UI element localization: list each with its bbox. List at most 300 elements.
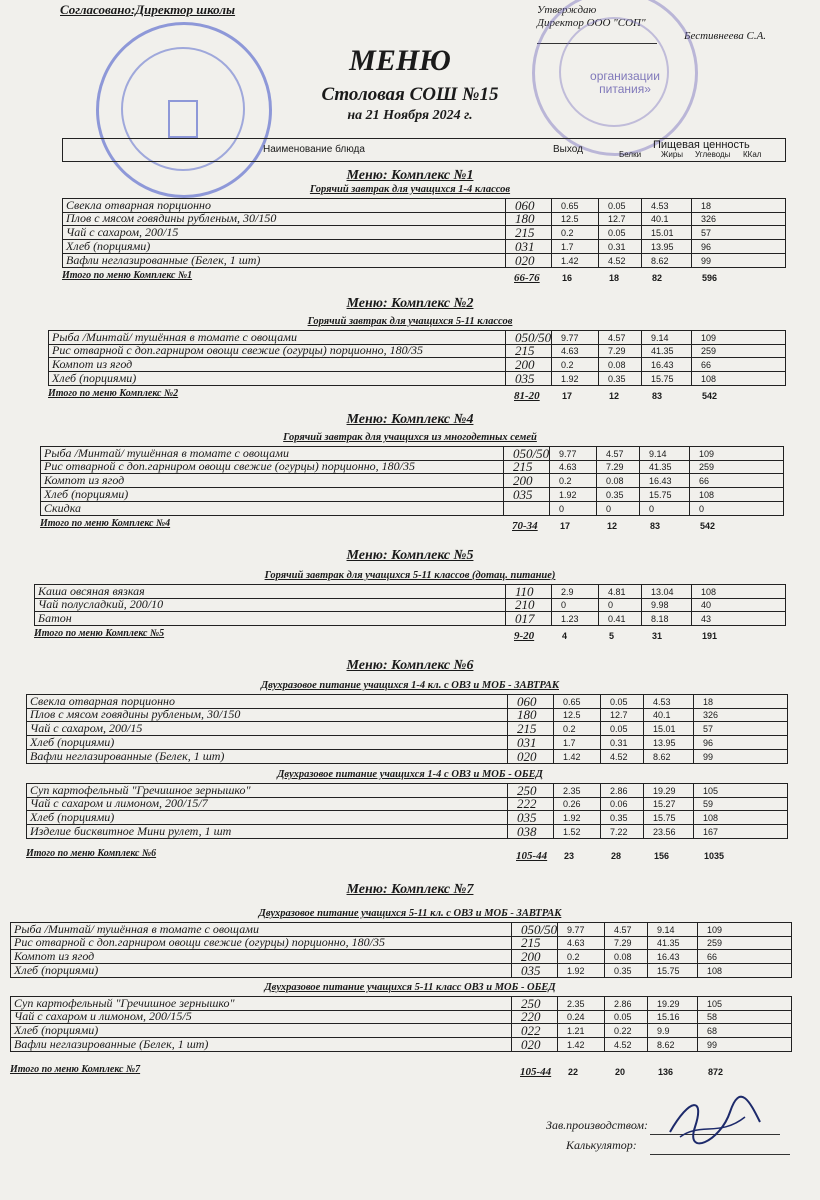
cell-divider (689, 447, 690, 460)
dish-name: Компот из ягод (44, 473, 125, 487)
cell-divider (600, 722, 601, 735)
cell-divider (697, 964, 698, 977)
carbs-value: 15.75 (651, 374, 674, 384)
cell-divider (553, 736, 554, 749)
cell-divider (691, 212, 692, 225)
menu-total-label: Итого по меню Комплекс №7 (10, 1064, 141, 1075)
cell-divider (511, 1024, 512, 1037)
cell-divider (598, 612, 599, 625)
total-protein: 17 (562, 391, 573, 401)
fat-value: 0.31 (608, 242, 626, 252)
cell-divider (557, 923, 558, 936)
menu-total-label: Итого по меню Комплекс №4 (40, 518, 171, 529)
cell-divider (641, 199, 642, 212)
cell-divider (505, 598, 506, 611)
dish-name: Каша овсяная вязкая (38, 584, 145, 598)
kcal-value: 108 (699, 490, 715, 500)
cell-divider (553, 695, 554, 708)
cell-divider (551, 344, 552, 357)
dish-output: 060 (517, 694, 537, 709)
kcal-value: 105 (703, 786, 719, 796)
dish-name: Плов с мясом говядины рубленым, 30/150 (66, 211, 277, 225)
page-title: МЕНЮ (349, 44, 451, 77)
cell-divider (643, 736, 644, 749)
carbs-value: 15.01 (653, 724, 676, 734)
dish-output: 215 (515, 343, 535, 358)
cell-divider (604, 1010, 605, 1023)
table-row (48, 344, 786, 358)
menu-section-title: Меню: Комплекс №5 (346, 548, 474, 563)
cell-divider (596, 447, 597, 460)
cell-divider (596, 502, 597, 515)
cell-divider (641, 331, 642, 344)
kcal-value: 109 (701, 333, 717, 343)
cell-divider (596, 488, 597, 501)
handwritten-signature-icon (660, 1092, 770, 1152)
carbs-value: 9.9 (657, 1026, 670, 1036)
cell-divider (643, 722, 644, 735)
cell-divider (639, 502, 640, 515)
kcal-value: 99 (703, 752, 714, 762)
cell-divider (553, 825, 554, 838)
kcal-value: 96 (703, 738, 714, 748)
carbs-value: 19.29 (657, 999, 680, 1009)
cell-divider (598, 226, 599, 239)
cell-divider (647, 964, 648, 977)
dish-output: 210 (515, 597, 535, 612)
fat-value: 0.05 (610, 697, 628, 707)
carbs-value: 15.75 (657, 966, 680, 976)
dish-output: 035 (521, 963, 541, 978)
dish-name: Изделие бисквитное Мини рулет, 1 шт (30, 824, 232, 838)
protein-value: 1.42 (563, 752, 581, 762)
cell-divider (596, 474, 597, 487)
protein-value: 12.5 (563, 710, 581, 720)
cell-divider (604, 936, 605, 949)
total-fat: 20 (615, 1067, 626, 1077)
dish-output: 200 (515, 357, 535, 372)
kcal-value: 167 (703, 827, 719, 837)
cell-divider (505, 226, 506, 239)
total-fat: 12 (607, 521, 618, 531)
kcal-value: 259 (701, 346, 717, 356)
cell-divider (557, 1038, 558, 1051)
dish-name: Чай с сахаром и лимоном, 200/15/7 (30, 796, 208, 810)
dish-name: Свекла отварная порционно (30, 694, 176, 708)
carbs-value: 0 (649, 504, 655, 514)
fat-value: 7.29 (614, 938, 632, 948)
carbs-value: 13.95 (651, 242, 674, 252)
protein-value: 1.92 (561, 374, 579, 384)
protein-value: 1.42 (561, 256, 579, 266)
column-output: Выход (553, 144, 583, 155)
total-protein: 22 (568, 1067, 579, 1077)
kcal-value: 326 (701, 214, 717, 224)
kcal-value: 108 (701, 374, 717, 384)
dish-output: 050/50 (521, 922, 558, 937)
dish-output: 020 (521, 1037, 541, 1052)
menu-total-price: 105-44 (520, 1066, 552, 1078)
cell-divider (553, 708, 554, 721)
fat-value: 4.57 (606, 449, 624, 459)
manager-label: Зав.производством: (546, 1118, 649, 1132)
menu-total-label: Итого по меню Комплекс №1 (62, 270, 193, 281)
protein-value: 1.92 (567, 966, 585, 976)
protein-value: 2.9 (561, 587, 574, 597)
column-kcal: ККал (743, 150, 762, 159)
cell-divider (693, 722, 694, 735)
menu-group-subtitle: Горячий завтрак для учащихся из многодетных семей (283, 432, 537, 443)
calculator-label: Калькулятор: (566, 1138, 637, 1152)
total-protein: 17 (560, 521, 571, 531)
dish-name: Рис отварной с доп.гарниром овощи свежие (огурцы) порционно, 180/35 (44, 459, 416, 473)
cell-divider (505, 344, 506, 357)
protein-value: 2.35 (563, 786, 581, 796)
cell-divider (647, 923, 648, 936)
dish-output: 020 (515, 253, 535, 268)
table-column-header (62, 138, 786, 162)
cell-divider (551, 212, 552, 225)
carbs-value: 9.14 (657, 925, 675, 935)
menu-section-title: Меню: Комплекс №6 (346, 658, 474, 673)
protein-value: 0.24 (567, 1012, 585, 1022)
total-carbs: 136 (658, 1067, 674, 1077)
carbs-value: 9.14 (649, 449, 667, 459)
cell-divider (691, 240, 692, 253)
menu-group-subtitle: Двухразовое питание учащихся 5-11 класс ОВЗ и МОБ - ОБЕД (264, 982, 556, 993)
cell-divider (697, 1010, 698, 1023)
table-row (48, 358, 786, 372)
column-carbs: Углеводы (695, 150, 731, 159)
protein-value: 1.7 (563, 738, 576, 748)
total-protein: 4 (562, 631, 568, 641)
cell-divider (693, 736, 694, 749)
cell-divider (604, 1024, 605, 1037)
carbs-value: 8.62 (651, 256, 669, 266)
cell-divider (551, 199, 552, 212)
protein-value: 4.63 (559, 462, 577, 472)
carbs-value: 15.16 (657, 1012, 680, 1022)
cell-divider (643, 784, 644, 797)
cell-divider (691, 344, 692, 357)
cell-divider (549, 447, 550, 460)
cell-divider (505, 358, 506, 371)
dish-name: Компот из ягод (52, 357, 133, 371)
menu-section-title: Меню: Комплекс №2 (346, 296, 474, 311)
dish-output: 215 (513, 459, 533, 474)
cell-divider (604, 950, 605, 963)
dish-output: 180 (515, 211, 535, 226)
protein-value: 0.2 (559, 476, 572, 486)
dish-output: 180 (517, 707, 537, 722)
cell-divider (505, 254, 506, 267)
dish-name: Хлеб (порциями) (52, 371, 137, 385)
total-carbs: 82 (652, 273, 663, 283)
carbs-value: 41.35 (651, 346, 674, 356)
fat-value: 0.05 (608, 201, 626, 211)
column-fat: Жиры (661, 150, 684, 159)
dish-output: 038 (517, 824, 537, 839)
cell-divider (641, 598, 642, 611)
kcal-value: 99 (707, 1040, 718, 1050)
protein-value: 1.42 (567, 1040, 585, 1050)
cell-divider (697, 1038, 698, 1051)
cell-divider (551, 331, 552, 344)
dish-output: 035 (517, 810, 537, 825)
kcal-value: 66 (707, 952, 718, 962)
dish-output: 017 (515, 611, 535, 626)
cell-divider (553, 797, 554, 810)
table-row (26, 736, 788, 750)
cell-divider (598, 344, 599, 357)
table-row (48, 372, 786, 386)
cell-divider (697, 936, 698, 949)
table-row (40, 474, 784, 488)
kcal-value: 96 (701, 242, 712, 252)
total-kcal: 872 (708, 1067, 724, 1077)
company-stamp-text: организации питания» (590, 69, 660, 96)
cell-divider (691, 598, 692, 611)
cell-divider (647, 936, 648, 949)
dish-name: Скидка (44, 501, 82, 515)
fat-value: 0 (606, 504, 612, 514)
calculator-signature-line (650, 1154, 790, 1155)
table-row (10, 964, 792, 978)
table-row (62, 226, 786, 240)
dish-name: Рыба /Минтай/ тушённая в томате с овощами (14, 922, 259, 936)
dish-output: 200 (521, 949, 541, 964)
cell-divider (598, 331, 599, 344)
protein-value: 9.77 (561, 333, 579, 343)
fat-value: 0.08 (614, 952, 632, 962)
cell-divider (598, 372, 599, 385)
table-row (26, 825, 788, 839)
kcal-value: 109 (699, 449, 715, 459)
protein-value: 1.21 (567, 1026, 585, 1036)
dish-name: Рыба /Минтай/ тушённая в томате с овощами (44, 446, 289, 460)
carbs-value: 16.43 (649, 476, 672, 486)
carbs-value: 41.35 (649, 462, 672, 472)
table-row (10, 936, 792, 950)
cell-divider (551, 358, 552, 371)
cell-divider (551, 254, 552, 267)
table-row (40, 460, 784, 474)
dish-name: Хлеб (порциями) (44, 487, 129, 501)
cell-divider (604, 923, 605, 936)
cell-divider (647, 997, 648, 1010)
kcal-value: 99 (701, 256, 712, 266)
kcal-value: 57 (701, 228, 712, 238)
cell-divider (641, 358, 642, 371)
carbs-value: 8.18 (651, 614, 669, 624)
fat-value: 0.08 (608, 360, 626, 370)
total-carbs: 156 (654, 851, 670, 861)
kcal-value: 108 (707, 966, 723, 976)
kcal-value: 59 (703, 799, 714, 809)
menu-group-subtitle: Горячий завтрак для учащихся 1-4 классов (309, 184, 511, 195)
fat-value: 4.57 (608, 333, 626, 343)
total-kcal: 1035 (704, 851, 725, 861)
dish-output: 215 (515, 225, 535, 240)
table-row (40, 502, 784, 516)
fat-value: 4.52 (610, 752, 628, 762)
menu-group-subtitle: Двухразовое питание учащихся 1-4 кл. с ОВЗ и МОБ - ЗАВТРАК (260, 680, 560, 691)
menu-total-price: 66-76 (514, 272, 540, 284)
cell-divider (641, 372, 642, 385)
dish-name: Вафли неглазированные (Белек, 1 шт) (14, 1037, 209, 1051)
cell-divider (557, 997, 558, 1010)
cell-divider (647, 950, 648, 963)
kcal-value: 18 (701, 201, 712, 211)
dish-output: 050/50 (513, 446, 550, 461)
carbs-value: 41.35 (657, 938, 680, 948)
cell-divider (641, 254, 642, 267)
carbs-value: 4.53 (653, 697, 671, 707)
carbs-value: 15.27 (653, 799, 676, 809)
cell-divider (507, 811, 508, 824)
fat-value: 7.29 (608, 346, 626, 356)
menu-total-label: Итого по меню Комплекс №2 (48, 388, 179, 399)
cell-divider (505, 585, 506, 598)
cell-divider (693, 708, 694, 721)
table-row (26, 750, 788, 764)
kcal-value: 66 (701, 360, 712, 370)
cell-divider (551, 240, 552, 253)
column-protein: Белки (619, 150, 642, 159)
fat-value: 0.35 (608, 374, 626, 384)
cell-divider (503, 502, 504, 515)
dish-name: Хлеб (порциями) (66, 239, 151, 253)
fat-value: 0.35 (606, 490, 624, 500)
protein-value: 9.77 (559, 449, 577, 459)
fat-value: 7.29 (606, 462, 624, 472)
cell-divider (557, 964, 558, 977)
carbs-value: 4.53 (651, 201, 669, 211)
menu-group-subtitle: Горячий завтрак для учащихся 5-11 классов (дотац. питание) (264, 570, 556, 581)
cell-divider (600, 695, 601, 708)
dish-name: Компот из ягод (14, 949, 95, 963)
kcal-value: 43 (701, 614, 712, 624)
protein-value: 2.35 (567, 999, 585, 1009)
carbs-value: 8.62 (653, 752, 671, 762)
dish-name: Суп картофельный "Гречишное зернышко" (14, 996, 235, 1010)
cell-divider (600, 736, 601, 749)
cell-divider (647, 1038, 648, 1051)
cell-divider (551, 585, 552, 598)
cell-divider (689, 502, 690, 515)
dish-name: Батон (38, 611, 72, 625)
table-row (34, 612, 786, 626)
total-kcal: 596 (702, 273, 718, 283)
protein-value: 1.92 (563, 813, 581, 823)
cell-divider (505, 612, 506, 625)
menu-section-title: Меню: Комплекс №1 (346, 168, 474, 183)
total-kcal: 191 (702, 631, 718, 641)
fat-value: 0.05 (610, 724, 628, 734)
protein-value: 0.26 (563, 799, 581, 809)
menu-group-subtitle: Двухразовое питание учащихся 5-11 кл. с ОВЗ и МОБ - ЗАВТРАК (258, 908, 562, 919)
approval-right-line-2: Директор ООО "СОП" (537, 17, 646, 29)
total-fat: 5 (609, 631, 615, 641)
total-kcal: 542 (700, 521, 716, 531)
dish-name: Рис отварной с доп.гарниром овощи свежие (огурцы) порционно, 180/35 (52, 343, 424, 357)
cell-divider (693, 750, 694, 763)
cell-divider (604, 964, 605, 977)
table-row (62, 240, 786, 254)
carbs-value: 15.01 (651, 228, 674, 238)
cell-divider (693, 825, 694, 838)
cell-divider (551, 612, 552, 625)
cell-divider (600, 811, 601, 824)
cell-divider (551, 226, 552, 239)
dish-output: 020 (517, 749, 537, 764)
cell-divider (689, 460, 690, 473)
protein-value: 4.63 (561, 346, 579, 356)
carbs-value: 13.04 (651, 587, 674, 597)
table-row (26, 797, 788, 811)
menu-section-title: Меню: Комплекс №4 (346, 412, 474, 427)
menu-total-label: Итого по меню Комплекс №6 (26, 848, 157, 859)
table-row (10, 950, 792, 964)
fat-value: 0.22 (614, 1026, 632, 1036)
cell-divider (639, 474, 640, 487)
cell-divider (505, 199, 506, 212)
cell-divider (600, 750, 601, 763)
table-row (26, 722, 788, 736)
total-protein: 16 (562, 273, 573, 283)
cell-divider (549, 460, 550, 473)
cell-divider (551, 372, 552, 385)
cell-divider (600, 708, 601, 721)
cell-divider (596, 460, 597, 473)
fat-value: 0.35 (614, 966, 632, 976)
dish-name: Хлеб (порциями) (14, 1023, 99, 1037)
fat-value: 4.57 (614, 925, 632, 935)
cell-divider (693, 811, 694, 824)
cell-divider (691, 612, 692, 625)
protein-value: 0.2 (563, 724, 576, 734)
dish-output: 035 (515, 371, 535, 386)
protein-value: 12.5 (561, 214, 579, 224)
table-row (62, 254, 786, 268)
cell-divider (553, 722, 554, 735)
kcal-value: 0 (699, 504, 705, 514)
table-row (26, 708, 788, 722)
dish-name: Чай полусладкий, 200/10 (38, 597, 164, 611)
kcal-value: 18 (703, 697, 714, 707)
kcal-value: 259 (699, 462, 715, 472)
cell-divider (511, 964, 512, 977)
cell-divider (643, 797, 644, 810)
cell-divider (691, 254, 692, 267)
cell-divider (507, 797, 508, 810)
total-kcal: 542 (702, 391, 718, 401)
protein-value: 0 (559, 504, 565, 514)
cell-divider (503, 447, 504, 460)
dish-name: Рыба /Минтай/ тушённая в томате с овощами (52, 330, 297, 344)
total-carbs: 31 (652, 631, 663, 641)
cell-divider (604, 997, 605, 1010)
cell-divider (697, 997, 698, 1010)
cell-divider (641, 226, 642, 239)
fat-value: 0.05 (614, 1012, 632, 1022)
dish-name: Рис отварной с доп.гарниром овощи свежие (огурцы) порционно, 180/35 (14, 935, 386, 949)
kcal-value: 57 (703, 724, 714, 734)
protein-value: 1.52 (563, 827, 581, 837)
protein-value: 1.23 (561, 614, 579, 624)
cell-divider (693, 797, 694, 810)
table-row (40, 488, 784, 502)
